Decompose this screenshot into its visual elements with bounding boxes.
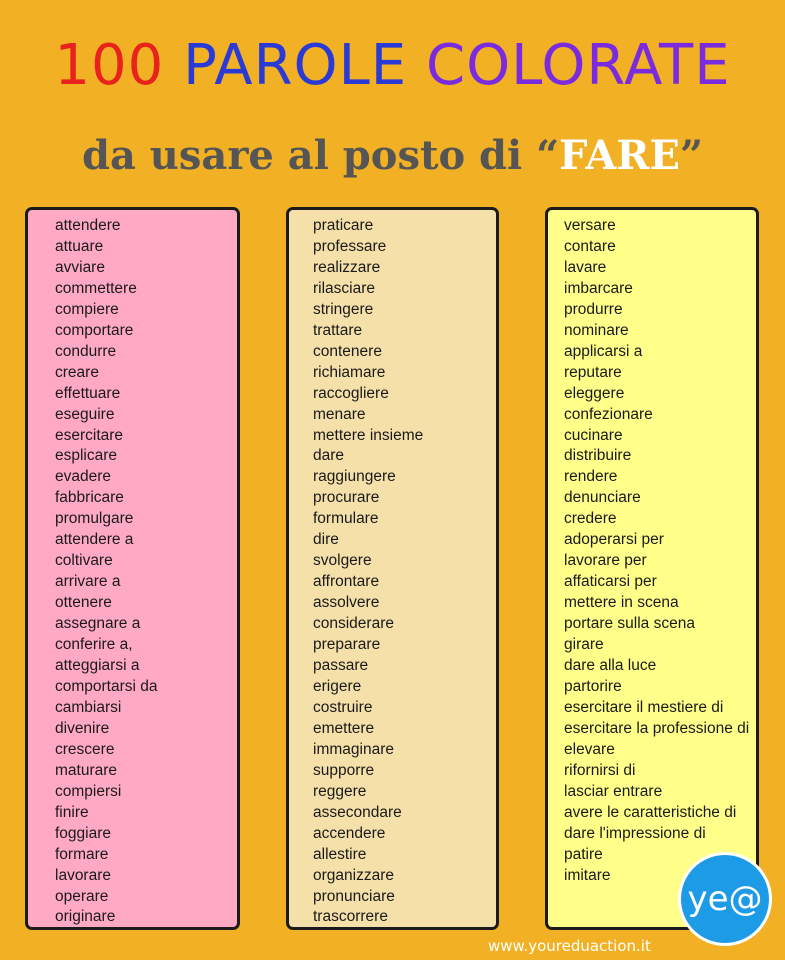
- list-item: attendere: [55, 217, 121, 234]
- list-item: supporre: [313, 761, 375, 779]
- list-item: lasciar entrare: [564, 782, 663, 800]
- subtitle-quote-close: ”: [680, 132, 704, 179]
- list-item: nominare: [564, 321, 629, 339]
- list-item: eseguire: [55, 405, 115, 423]
- list-item: affrontare: [313, 573, 380, 591]
- list-item: immaginare: [313, 740, 394, 758]
- list-item: rifornirsi di: [564, 761, 636, 779]
- list-item: finire: [55, 803, 89, 821]
- list-item: organizzare: [313, 866, 394, 884]
- list-item: commettere: [55, 279, 137, 297]
- list-item: esercitare il mestiere di: [564, 698, 724, 716]
- list-item: raccogliere: [313, 384, 389, 402]
- list-item: esplicare: [55, 447, 118, 465]
- list-item: menare: [313, 405, 366, 423]
- list-item: avviare: [55, 258, 105, 276]
- title-word-parole: PAROLE: [183, 33, 408, 98]
- list-item: dare alla luce: [564, 657, 657, 675]
- list-item: realizzare: [313, 258, 381, 276]
- list-item: credere: [564, 510, 617, 528]
- list-item: compiere: [55, 300, 119, 318]
- list-item: conferire a,: [55, 636, 133, 654]
- list-item: applicarsi a: [564, 342, 643, 360]
- list-item: ottenere: [55, 594, 112, 612]
- subtitle-highlight: FARE: [559, 132, 680, 179]
- word-column-yellow: [545, 207, 759, 930]
- word-list: [28, 216, 237, 928]
- website-url: www.youreduaction.it: [488, 937, 651, 955]
- list-item: svolgere: [313, 552, 372, 570]
- list-item: reputare: [564, 363, 622, 381]
- list-item: promulgare: [55, 510, 134, 528]
- list-item: maturare: [55, 761, 118, 779]
- list-item: foggiare: [55, 824, 112, 842]
- list-item: comportare: [55, 321, 134, 339]
- list-item: contenere: [313, 342, 382, 360]
- list-item: trattare: [313, 321, 363, 339]
- list-item: adoperarsi per: [564, 531, 664, 549]
- list-item: dire: [313, 531, 339, 549]
- list-item: emettere: [313, 719, 375, 737]
- list-item: confezionare: [564, 405, 653, 423]
- list-item: dare: [313, 447, 345, 465]
- list-item: assolvere: [313, 594, 380, 612]
- list-item: assegnare a: [55, 615, 141, 633]
- list-item: mettere insieme: [313, 426, 424, 444]
- list-item: affaticarsi per: [564, 573, 657, 591]
- list-item: dare l'impressione di: [564, 824, 706, 842]
- list-item: eleggere: [564, 384, 625, 402]
- list-item: rilasciare: [313, 279, 376, 297]
- list-item: esercitare: [55, 426, 124, 444]
- list-item: contare: [564, 237, 616, 255]
- list-item: patire: [564, 845, 603, 863]
- list-item: atteggiarsi a: [55, 657, 140, 675]
- page-subtitle: [0, 128, 785, 184]
- list-item: assecondare: [313, 803, 402, 821]
- list-item: attendere a: [55, 531, 134, 549]
- list-item: comportarsi da: [55, 677, 158, 695]
- list-item: mettere in scena: [564, 594, 679, 612]
- list-item: compiersi: [55, 782, 122, 800]
- list-item: creare: [55, 363, 99, 381]
- page-title: [0, 30, 785, 102]
- list-item: girare: [564, 636, 604, 654]
- list-item: formulare: [313, 510, 379, 528]
- list-item: imitare: [564, 866, 611, 884]
- list-item: cambiarsi: [55, 698, 122, 716]
- list-item: raggiungere: [313, 468, 396, 486]
- subtitle-prefix: da usare al posto di: [81, 132, 537, 179]
- list-item: lavare: [564, 258, 607, 276]
- list-item: trascorrere: [313, 908, 388, 926]
- list-item: stringere: [313, 300, 374, 318]
- list-item: rendere: [564, 468, 618, 486]
- list-item: imbarcare: [564, 279, 633, 297]
- list-item: divenire: [55, 719, 110, 737]
- title-word-colorate: COLORATE: [425, 33, 731, 98]
- list-item: operare: [55, 887, 109, 905]
- word-list: [289, 216, 496, 928]
- list-item: passare: [313, 657, 369, 675]
- list-item: praticare: [313, 217, 374, 234]
- subtitle-quote-open: “: [536, 132, 560, 179]
- yea-logo: ye@: [678, 852, 772, 946]
- list-item: costruire: [313, 698, 373, 716]
- list-item: lavorare: [55, 866, 111, 884]
- list-item: originare: [55, 908, 116, 926]
- list-item: accendere: [313, 824, 386, 842]
- list-item: preparare: [313, 636, 381, 654]
- list-item: arrivare a: [55, 573, 121, 591]
- list-item: produrre: [564, 300, 623, 318]
- list-item: crescere: [55, 740, 115, 758]
- word-column-pink: [25, 207, 240, 930]
- list-item: fabbricare: [55, 489, 124, 507]
- list-item: portare sulla scena: [564, 615, 695, 633]
- list-item: richiamare: [313, 363, 386, 381]
- word-column-beige: [286, 207, 499, 930]
- list-item: procurare: [313, 489, 380, 507]
- list-item: partorire: [564, 677, 622, 695]
- list-item: allestire: [313, 845, 367, 863]
- word-list: [548, 216, 756, 887]
- list-item: coltivare: [55, 552, 113, 570]
- title-number: 100: [54, 33, 165, 98]
- list-item: versare: [564, 217, 616, 234]
- list-item: esercitare la professione di: [564, 719, 750, 737]
- list-item: condurre: [55, 342, 117, 360]
- list-item: distribuire: [564, 447, 632, 465]
- list-item: elevare: [564, 740, 615, 758]
- list-item: effettuare: [55, 384, 121, 402]
- list-item: denunciare: [564, 489, 641, 507]
- list-item: cucinare: [564, 426, 623, 444]
- list-item: erigere: [313, 677, 362, 695]
- list-item: pronunciare: [313, 887, 395, 905]
- list-item: formare: [55, 845, 109, 863]
- list-item: attuare: [55, 237, 104, 255]
- list-item: avere le caratteristiche di: [564, 803, 737, 821]
- list-item: reggere: [313, 782, 367, 800]
- list-item: lavorare per: [564, 552, 647, 570]
- list-item: evadere: [55, 468, 112, 486]
- list-item: considerare: [313, 615, 394, 633]
- list-item: professare: [313, 237, 387, 255]
